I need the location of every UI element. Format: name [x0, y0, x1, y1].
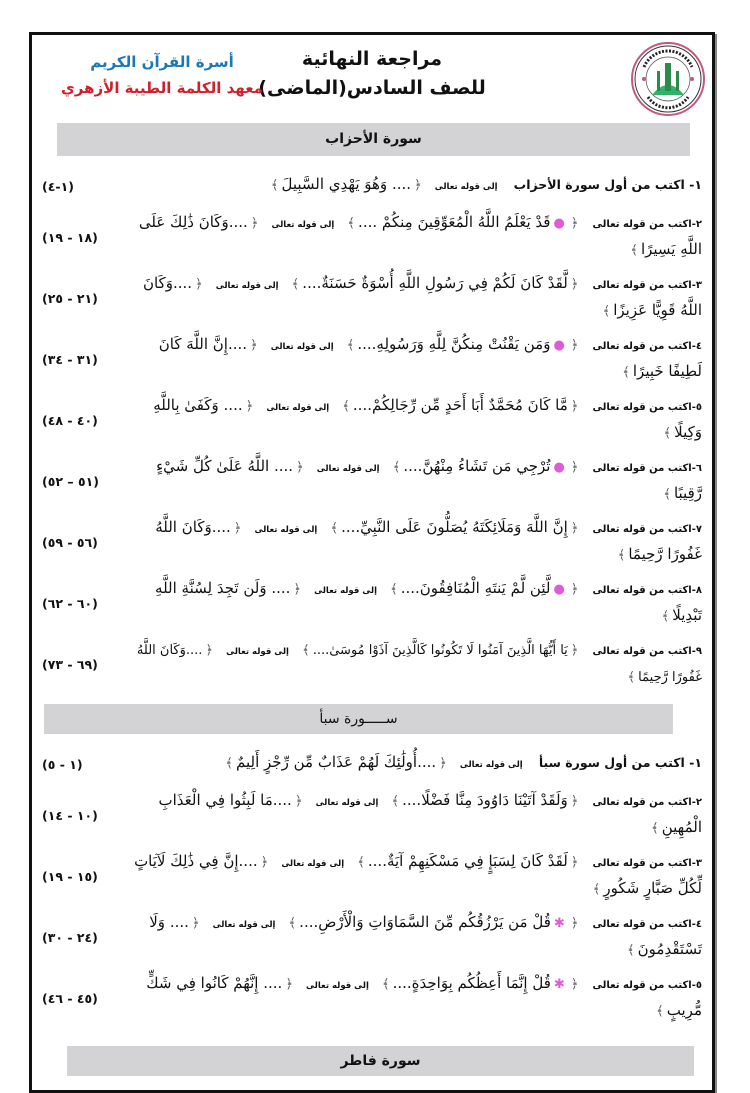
ayah-end: ....إِنَّ اللَّهَ كَانَ لَطِيفًا خَبِيرًا: [158, 335, 702, 380]
list-item: [42, 576, 702, 629]
item-content: [128, 454, 702, 507]
ornate-bracket-open: ﴿: [205, 643, 214, 658]
star-marker-icon: ✱: [553, 916, 565, 931]
ornate-bracket-close: ﴾: [630, 243, 638, 258]
ornate-bracket-open: ﴿: [570, 277, 579, 292]
ornate-bracket-close: ﴾: [663, 426, 672, 441]
org-name-quran-family: أسرة القرآن الكريم: [90, 53, 234, 71]
list-item: [42, 332, 702, 385]
ornate-bracket-close: ﴾: [330, 521, 339, 536]
item-label: ٤-اكتب من قوله تعالى: [592, 919, 702, 930]
ornate-bracket-open: ﴿: [570, 582, 579, 597]
ornate-bracket-close: ﴾: [656, 1004, 664, 1019]
item-label: ٣-اكتب من قوله تعالى: [592, 280, 702, 291]
ornate-bracket-open: ﴿: [285, 977, 293, 992]
ornate-bracket-close: ﴾: [663, 487, 671, 502]
ornate-bracket-close: ﴾: [627, 670, 636, 685]
item-content: [128, 393, 702, 446]
ayah-start: إِنَّ اللَّهَ وَمَلَائِكَتَهُ يُصَلُّونَ عَلَى النَّبِيِّ....: [341, 518, 568, 536]
ornate-bracket-open: ﴿: [195, 277, 203, 292]
ornate-bracket-open: ﴿: [294, 794, 303, 809]
org-name-institute: معهد الكلمة الطيبة الأزهري: [61, 79, 263, 97]
ornate-bracket-open: ﴿: [296, 460, 304, 475]
ayah-range: (١٠ - ١٤): [42, 808, 98, 823]
worksheet-header: [32, 35, 712, 123]
until-label: إلى قوله تعالى: [271, 220, 335, 230]
star-marker-icon: ●: [553, 216, 565, 231]
list-item: [42, 454, 702, 507]
ayah-range: (١-٤): [42, 178, 74, 194]
item-label: ٧-اكتب من قوله تعالى: [592, 524, 702, 535]
page-subtitle: للصف السادس(الماضى): [258, 77, 486, 99]
item-content: [128, 210, 702, 263]
item-content: [128, 788, 702, 841]
ayah-start: وَمَن يَقْنُتْ مِنكُنَّ لِلَّهِ وَرَسُولِهِ....: [357, 335, 551, 353]
ornate-bracket-open: ﴿: [414, 177, 422, 193]
item-label: ٩-اكتب من قوله تعالى: [592, 646, 702, 657]
ayah-range: (٦٩ - ٧٣): [42, 657, 98, 672]
ayah-range: (٥٦ - ٥٩): [42, 535, 98, 550]
ayah-start: وَلَقَدْ آتَيْنَا دَاوُودَ مِنَّا فَضْلًا....: [402, 791, 568, 809]
list-item: [42, 910, 702, 963]
ornate-bracket-open: ﴿: [570, 399, 579, 414]
item-label: ٦-اكتب من قوله تعالى: [592, 463, 702, 474]
ornate-bracket-close: ﴾: [225, 755, 234, 771]
ornate-bracket-close: ﴾: [391, 794, 400, 809]
item-content: [128, 910, 702, 963]
ornate-bracket-close: ﴾: [627, 943, 635, 958]
institute-logo-seal: [630, 41, 706, 117]
ayah-end: ....إِنَّ فِي ذَٰلِكَ لَآيَاتٍ لِّكُلِّ صَبَّارٍ شَكُورٍ: [134, 852, 702, 897]
item-content: [128, 576, 702, 629]
worksheet-page: [29, 32, 715, 1093]
list-item: [42, 168, 702, 202]
ayah-start: تُرْجِي مَن تَشَاءُ مِنْهُنَّ....: [403, 457, 551, 475]
item-content: [128, 971, 702, 1024]
ornate-bracket-open: ﴿: [570, 338, 579, 353]
ayah-end: .... إِنَّهُمْ كَانُوا فِي شَكٍّ مُّرِيبٍ: [146, 974, 702, 1019]
page-title: مراجعة النهائية: [301, 48, 443, 70]
ayah-end: ....وَكَانَ اللَّهُ قَوِيًّا عَزِيزًا: [142, 274, 702, 319]
until-label: إلى قوله تعالى: [306, 981, 369, 991]
item-content: [128, 271, 702, 324]
ayah-range: (١٥ - ١٩): [42, 869, 98, 884]
item-label: ٢-اكتب من قوله تعالى: [592, 797, 702, 808]
until-label: إلى قوله تعالى: [316, 464, 380, 474]
list-item: [42, 971, 702, 1024]
ornate-bracket-open: ﴿: [293, 582, 302, 597]
ornate-bracket-close: ﴾: [390, 582, 398, 597]
ornate-bracket-close: ﴾: [592, 882, 601, 897]
item-label: ١- اكتب من أول سورة الأحزاب: [513, 176, 702, 192]
star-marker-icon: ●: [553, 460, 565, 475]
until-label: إلى قوله تعالى: [281, 859, 345, 869]
item-content: [128, 332, 702, 385]
until-label: إلى قوله تعالى: [314, 586, 377, 596]
section-header-saba: ســـــورة سبأ: [44, 704, 673, 734]
ayah-start: قُلْ إِنَّمَا أَعِظُكُم بِوَاحِدَةٍ....: [392, 974, 551, 992]
ornate-bracket-close: ﴾: [347, 216, 356, 231]
ayah-end: .... اللَّهُ عَلَىٰ كُلِّ شَيْءٍ رَّقِيبًا: [156, 457, 702, 502]
ayah-end: ....مَا لَبِثُوا فِي الْعَذَابِ الْمُهِينِ: [158, 791, 702, 836]
until-label: إلى قوله تعالى: [254, 525, 318, 535]
ayah-end: .... وَلَا تَسْتَقْدِمُونَ: [149, 913, 702, 958]
ornate-bracket-close: ﴾: [622, 365, 630, 380]
ornate-bracket-close: ﴾: [381, 977, 390, 992]
item-content: [128, 849, 702, 902]
ornate-bracket-close: ﴾: [602, 304, 611, 319]
ornate-bracket-open: ﴿: [250, 216, 259, 231]
list-item: [42, 849, 702, 902]
until-label: إلى قوله تعالى: [226, 647, 289, 657]
ornate-bracket-open: ﴿: [570, 916, 579, 931]
ornate-bracket-open: ﴿: [570, 521, 579, 536]
ornate-bracket-open: ﴿: [570, 977, 579, 992]
ayah-start: مَّا كَانَ مُحَمَّدٌ أَبَا أَحَدٍ مِّن رِّجَالِكُمْ....: [352, 396, 568, 414]
ornate-bracket-open: ﴿: [245, 399, 254, 414]
item-content: [128, 515, 702, 568]
ayah-range: (٥١ – ٥٢): [42, 474, 99, 489]
item-content: [128, 637, 702, 690]
list-item: [42, 271, 702, 324]
until-label: إلى قوله تعالى: [315, 798, 379, 808]
section-saba-items: [32, 734, 712, 1024]
item-label: ٣-اكتب من قوله تعالى: [592, 858, 702, 869]
title-block: [242, 45, 502, 103]
ornate-bracket-close: ﴾: [288, 916, 297, 931]
ornate-bracket-close: ﴾: [357, 855, 365, 870]
ornate-bracket-open: ﴿: [570, 643, 579, 658]
ayah-end: ....وَكَانَ ذَٰلِكَ عَلَى اللَّهِ يَسِيرًا: [138, 213, 702, 258]
ornate-bracket-close: ﴾: [617, 548, 626, 563]
ornate-bracket-close: ﴾: [302, 643, 310, 658]
ornate-bracket-open: ﴿: [570, 460, 579, 475]
item-content: [128, 750, 702, 777]
list-item: [42, 515, 702, 568]
until-label: إلى قوله تعالى: [212, 920, 276, 930]
until-label: إلى قوله تعالى: [459, 759, 523, 770]
ayah-range: (٦٠ - ٦٢): [42, 596, 98, 611]
organization-block: [52, 49, 272, 101]
list-item: [42, 746, 702, 780]
ornate-bracket-close: ﴾: [346, 338, 355, 353]
ayah-range: (٣١ - ٣٤): [42, 352, 98, 367]
ornate-bracket-close: ﴾: [392, 460, 401, 475]
ayah-end: .... وَهُوَ يَهْدِي السَّبِيلَ: [281, 174, 412, 193]
item-label: ١- اكتب من أول سورة سبأ: [538, 754, 702, 770]
ayah-end: ....وَكَانَ اللَّهُ غَفُورًا رَّحِيمًا: [136, 643, 702, 685]
ayah-range: (٢١ - ٢٥): [42, 291, 98, 306]
list-item: [42, 788, 702, 841]
ayah-start: يَا أَيُّهَا الَّذِينَ آمَنُوا لَا تَكُونُوا كَالَّذِينَ آذَوْا مُوسَىٰ....: [312, 643, 568, 658]
ayah-start: قُلْ مَن يَرْزُقُكُم مِّنَ السَّمَاوَاتِ وَالْأَرْضِ....: [299, 913, 551, 931]
ornate-bracket-open: ﴿: [439, 755, 447, 771]
ornate-bracket-open: ﴿: [570, 855, 579, 870]
ornate-bracket-close: ﴾: [270, 177, 279, 193]
until-label: إلى قوله تعالى: [215, 281, 279, 291]
ornate-bracket-open: ﴿: [250, 338, 258, 353]
item-label: ٥-اكتب من قوله تعالى: [592, 402, 702, 413]
item-label: ٥-اكتب من قوله تعالى: [592, 980, 702, 991]
ornate-bracket-close: ﴾: [342, 399, 350, 414]
until-label: إلى قوله تعالى: [270, 342, 334, 352]
ayah-range: (٤٠ - ٤٨): [42, 413, 98, 428]
section-al-ahzab-items: [32, 156, 712, 690]
ayah-end: ....وَكَانَ اللَّهُ غَفُورًا رَّحِيمًا: [155, 518, 702, 563]
until-label: إلى قوله تعالى: [434, 181, 498, 192]
star-marker-icon: ●: [553, 338, 565, 353]
star-marker-icon: ●: [553, 582, 565, 597]
ayah-start: لَّقَدْ كَانَ لَكُمْ فِي رَسُولِ اللَّهِ أُسْوَةٌ حَسَنَةٌ....: [302, 274, 568, 292]
section-header-al-ahzab: سورة الأحزاب: [57, 123, 690, 156]
list-item: [42, 210, 702, 263]
section-header-fatir: سورة فاطر: [67, 1046, 694, 1076]
list-item: [42, 393, 702, 446]
ornate-bracket-open: ﴿: [191, 916, 200, 931]
ornate-bracket-close: ﴾: [651, 821, 659, 836]
ayah-range: (١ - ٥): [42, 756, 83, 772]
item-label: ٤-اكتب من قوله تعالى: [592, 341, 702, 352]
item-label: ٨-اكتب من قوله تعالى: [592, 585, 702, 596]
ayah-range: (١٨ - ١٩): [42, 230, 98, 245]
ayah-start: لَّئِن لَّمْ يَنتَهِ الْمُنَافِقُونَ....: [400, 579, 551, 597]
item-content: [128, 172, 702, 199]
ornate-bracket-close: ﴾: [291, 277, 300, 292]
list-item: [42, 637, 702, 690]
ayah-end: .... وَلَن تَجِدَ لِسُنَّةِ اللَّهِ تَبْدِيلًا: [155, 579, 702, 624]
until-label: إلى قوله تعالى: [266, 403, 330, 413]
ayah-start: قَدْ يَعْلَمُ اللَّهُ الْمُعَوِّقِينَ مِنكُمْ ....: [358, 213, 551, 231]
ornate-bracket-open: ﴿: [570, 216, 579, 231]
item-label: ٢-اكتب من قوله تعالى: [592, 219, 702, 230]
ayah-range: (٢٤ - ٣٠): [42, 930, 98, 945]
ayah-end: .... وَكَفَىٰ بِاللَّهِ وَكِيلًا: [153, 396, 702, 441]
star-marker-icon: ✱: [553, 977, 565, 992]
ayah-start: لَقَدْ كَانَ لِسَبَإٍ فِي مَسْكَنِهِمْ آيَةٌ....: [367, 852, 568, 870]
ornate-bracket-open: ﴿: [570, 794, 579, 809]
ayah-end: ....أُولَٰئِكَ لَهُمْ عَذَابٌ مِّن رِّجْزٍ أَلِيمٌ: [236, 752, 437, 771]
ornate-bracket-close: ﴾: [661, 609, 670, 624]
ornate-bracket-open: ﴿: [260, 855, 269, 870]
ornate-bracket-open: ﴿: [233, 521, 242, 536]
ayah-range: (٤٥ - ٤٦): [42, 991, 98, 1006]
